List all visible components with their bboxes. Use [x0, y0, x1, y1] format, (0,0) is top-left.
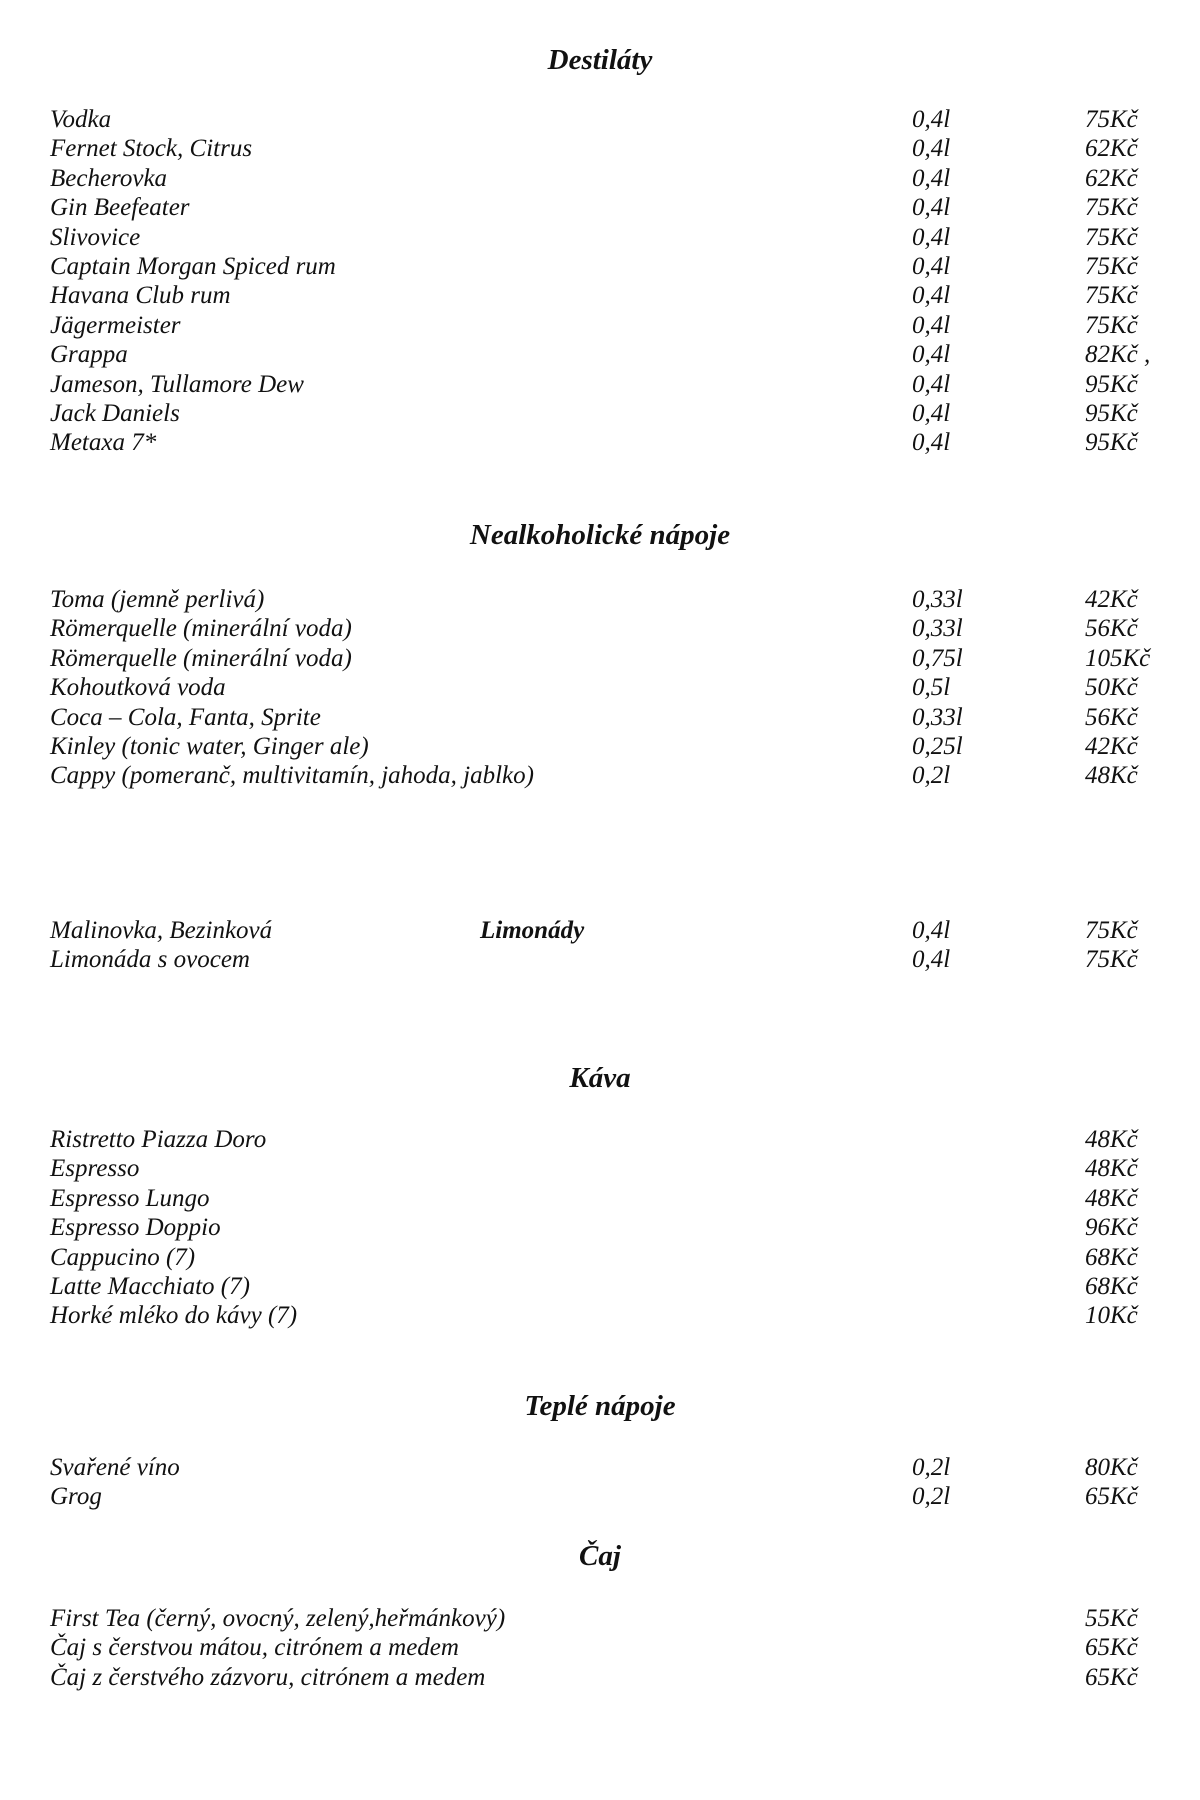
item-price: 95Kč	[1085, 429, 1138, 457]
item-price: 48Kč	[1085, 1155, 1138, 1183]
item-volume: 0,4l	[912, 429, 951, 457]
item-price: 95Kč	[1085, 370, 1138, 398]
menu-item	[0, 1482, 1200, 1511]
item-price: 50Kč	[1085, 674, 1138, 702]
menu-item	[0, 585, 1200, 614]
menu-item	[0, 1125, 1200, 1154]
menu-item	[0, 223, 1200, 252]
item-volume: 0,33l	[912, 586, 963, 613]
menu-item	[0, 281, 1200, 310]
item-price: 42Kč	[1085, 586, 1138, 613]
item-volume: 0,4l	[912, 135, 951, 163]
item-price: 65Kč	[1085, 1483, 1138, 1511]
menu-item	[0, 1663, 1200, 1692]
section-caj	[0, 1604, 1200, 1692]
menu-item	[0, 1154, 1200, 1183]
menu-item	[0, 311, 1200, 340]
item-price: 80Kč	[1085, 1454, 1138, 1481]
item-volume: 0,75l	[912, 644, 963, 672]
item-price: 55Kč	[1085, 1605, 1138, 1632]
menu-item	[0, 761, 1200, 790]
item-price: 42Kč	[1085, 732, 1138, 760]
item-name: Fernet Stock, Citrus	[50, 135, 253, 163]
item-volume: 0,4l	[912, 946, 951, 974]
item-name: Gin Beefeater	[50, 194, 190, 222]
menu-item	[0, 916, 1200, 945]
item-price: 62Kč	[1085, 135, 1138, 163]
item-volume: 0,4l	[912, 917, 951, 944]
item-volume: 0,4l	[912, 399, 951, 427]
section-destilaty	[0, 105, 1200, 458]
item-name: Römerquelle (minerální voda)	[50, 615, 352, 643]
section-title-destilaty: Destiláty	[547, 44, 653, 76]
item-name: Espresso Lungo	[50, 1184, 210, 1212]
menu-item	[0, 1243, 1200, 1272]
item-name: Svařené víno	[50, 1454, 180, 1481]
item-name: Slivovice	[50, 223, 141, 251]
menu-item	[0, 134, 1200, 163]
item-price: 56Kč	[1085, 615, 1138, 643]
section-kava	[0, 1125, 1200, 1331]
item-volume: 0,4l	[912, 223, 951, 251]
item-price: 65Kč	[1085, 1634, 1138, 1662]
menu-item	[0, 614, 1200, 643]
item-name: Toma (jemně perlivá)	[50, 586, 265, 613]
menu-item	[0, 193, 1200, 222]
item-volume: 0,4l	[912, 341, 951, 369]
menu-item	[0, 1301, 1200, 1330]
menu-item	[0, 370, 1200, 399]
menu-item	[0, 252, 1200, 281]
item-volume: 0,25l	[912, 732, 963, 760]
item-price: 105Kč	[1085, 644, 1151, 672]
item-name: Vodka	[50, 106, 112, 133]
item-name: Cappy (pomeranč, multivitamín, jahoda, jablko)	[50, 762, 534, 790]
item-price: 68Kč	[1085, 1272, 1138, 1300]
item-price: 48Kč	[1085, 1184, 1138, 1212]
item-price: 75Kč	[1085, 282, 1138, 310]
item-volume: 0,4l	[912, 282, 951, 310]
section-title-nealko: Nealkoholické nápoje	[469, 519, 731, 551]
item-name: Becherovka	[50, 164, 168, 192]
menu-item	[0, 1453, 1200, 1482]
item-volume: 0,33l	[912, 615, 963, 643]
item-price: 75Kč	[1085, 917, 1138, 944]
item-price: 68Kč	[1085, 1243, 1138, 1271]
item-name: Kinley (tonic water, Ginger ale)	[50, 732, 369, 760]
item-volume: 0,4l	[912, 164, 951, 192]
item-price: 75Kč	[1085, 946, 1138, 974]
item-volume: 0,2l	[912, 1454, 951, 1481]
item-name: Čaj s čerstvou mátou, citrónem a medem	[50, 1634, 459, 1662]
menu-item	[0, 399, 1200, 428]
menu-item	[0, 644, 1200, 673]
item-name: Latte Macchiato (7)	[50, 1272, 250, 1300]
menu-item	[0, 673, 1200, 702]
menu-item	[0, 703, 1200, 732]
item-price: 75Kč	[1085, 252, 1138, 280]
item-name: Ristretto Piazza Doro	[50, 1126, 267, 1153]
item-price: 96Kč	[1085, 1214, 1138, 1242]
menu-item	[0, 164, 1200, 193]
item-price: 75Kč	[1085, 194, 1138, 222]
item-volume: 0,4l	[912, 106, 951, 133]
item-name: Malinovka, Bezinková	[50, 917, 273, 944]
item-name: Jack Daniels	[50, 399, 180, 427]
item-volume: 0,4l	[912, 311, 951, 339]
item-name: Metaxa 7*	[50, 429, 157, 457]
item-price: 10Kč	[1085, 1302, 1138, 1330]
item-name: Captain Morgan Spiced rum	[50, 252, 336, 280]
menu-item	[0, 1633, 1200, 1662]
menu-item	[0, 1272, 1200, 1301]
item-name: Kohoutková voda	[50, 674, 226, 702]
item-name: Grappa	[50, 341, 128, 369]
item-name: Grog	[50, 1483, 102, 1511]
item-price: 65Kč	[1085, 1663, 1138, 1691]
item-price: 48Kč	[1085, 762, 1138, 790]
item-price: 48Kč	[1085, 1126, 1138, 1153]
item-name: Espresso Doppio	[50, 1214, 221, 1242]
menu-item	[0, 1184, 1200, 1213]
item-name: Havana Club rum	[50, 282, 231, 310]
item-volume: 0,33l	[912, 703, 963, 731]
item-name: Jameson, Tullamore Dew	[50, 370, 304, 398]
item-name: Horké mléko do kávy (7)	[50, 1302, 298, 1330]
item-name: First Tea (černý, ovocný, zelený,heřmánkový)	[50, 1605, 506, 1632]
item-name: Limonáda s ovocem	[50, 946, 250, 974]
item-name: Cappucino (7)	[50, 1243, 196, 1271]
menu-item	[0, 105, 1200, 134]
section-title-teple: Teplé nápoje	[524, 1390, 676, 1422]
menu-item	[0, 732, 1200, 761]
menu-item	[0, 340, 1200, 369]
section-title-kava: Káva	[569, 1062, 631, 1094]
item-volume: 0,4l	[912, 370, 951, 398]
item-name: Römerquelle (minerální voda)	[50, 644, 352, 672]
item-price: 95Kč	[1085, 399, 1138, 427]
item-name: Čaj z čerstvého zázvoru, citrónem a medem	[50, 1663, 486, 1691]
section-teple	[0, 1453, 1200, 1512]
item-volume: 0,4l	[912, 194, 951, 222]
item-price: 75Kč	[1085, 311, 1138, 339]
item-price: 75Kč	[1085, 223, 1138, 251]
item-volume: 0,5l	[912, 674, 951, 702]
section-limonady	[0, 916, 1200, 975]
menu-item	[0, 1604, 1200, 1633]
item-price: 75Kč	[1085, 106, 1138, 133]
item-price: 82Kč ,	[1085, 341, 1151, 369]
item-price: 62Kč	[1085, 164, 1138, 192]
item-volume: 0,2l	[912, 1483, 951, 1511]
menu-item	[0, 428, 1200, 457]
section-nealko	[0, 585, 1200, 791]
item-name: Coca – Cola, Fanta, Sprite	[50, 703, 321, 731]
item-name: Jägermeister	[50, 311, 181, 339]
item-volume: 0,2l	[912, 762, 951, 790]
item-name: Espresso	[50, 1155, 140, 1183]
menu-item	[0, 945, 1200, 974]
item-volume: 0,4l	[912, 252, 951, 280]
item-price: 56Kč	[1085, 703, 1138, 731]
section-title-caj: Čaj	[579, 1540, 621, 1572]
section-title-limonady: Limonády	[480, 917, 585, 944]
menu-item	[0, 1213, 1200, 1242]
